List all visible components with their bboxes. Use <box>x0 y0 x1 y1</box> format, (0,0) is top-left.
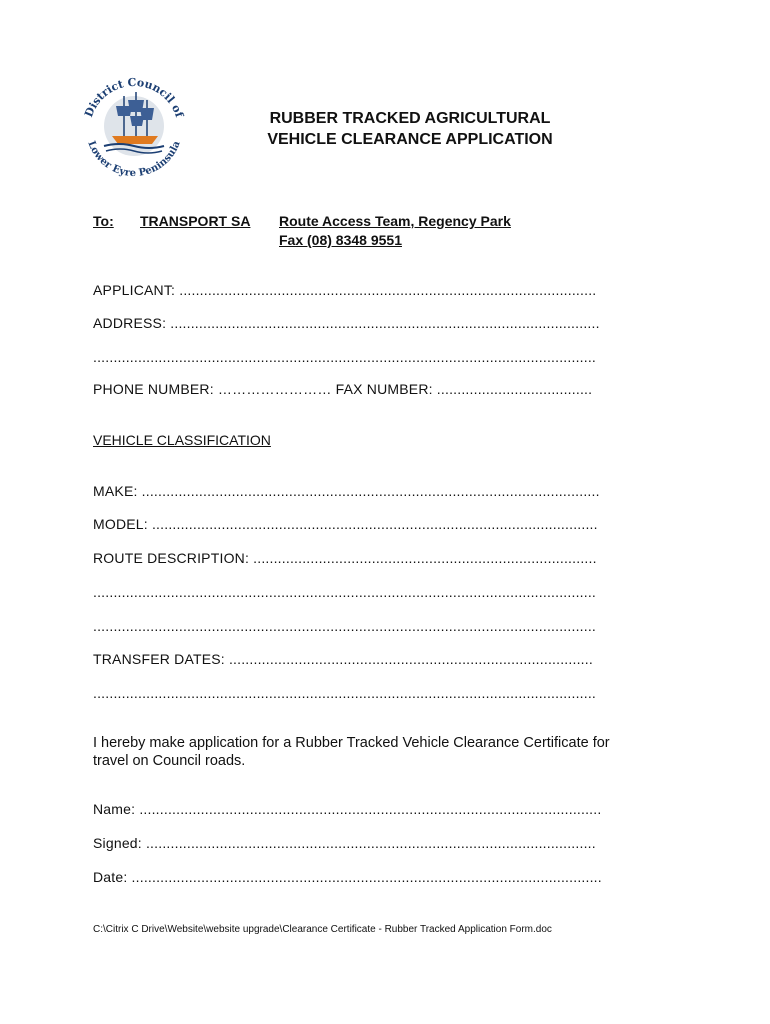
transfer-dates-continuation-field[interactable]: ........................................................................................................................... <box>93 685 597 701</box>
phone-fax-field[interactable]: PHONE NUMBER: …………………… FAX NUMBER: ...................................... <box>93 381 593 397</box>
vehicle-classification-heading: VEHICLE CLASSIFICATION <box>93 432 271 448</box>
route-description-field[interactable]: ROUTE DESCRIPTION: .................................................................................... <box>93 550 597 566</box>
declaration-line-2: travel on Council roads. <box>93 753 246 769</box>
transfer-dates-field[interactable]: TRANSFER DATES: ......................................................................................... <box>93 651 593 667</box>
logo-text-bottom: Lower Eyre Peninsula <box>85 139 183 180</box>
address-field[interactable]: ADDRESS: ......................................................................................................... <box>93 315 600 331</box>
recipient-team: Route Access Team, Regency Park <box>279 213 511 229</box>
recipient-fax: Fax (08) 8348 9551 <box>279 232 402 248</box>
form-title <box>200 108 620 150</box>
declaration-line-1: I hereby make application for a Rubber Tracked Vehicle Clearance Certificate for <box>93 735 610 751</box>
make-field[interactable]: MAKE: ................................................................................................................ <box>93 483 600 499</box>
file-path-footer: C:\Citrix C Drive\Website\website upgrade\Clearance Certificate - Rubber Tracked Application Form.doc <box>93 924 552 935</box>
signed-field[interactable]: Signed: .............................................................................................................. <box>93 835 596 851</box>
to-label: To: <box>93 213 114 229</box>
name-field[interactable]: Name: ................................................................................................................. <box>93 801 602 817</box>
council-logo <box>74 70 194 180</box>
declaration-text <box>93 734 663 770</box>
address-continuation-field[interactable]: ........................................................................................................................... <box>93 349 597 365</box>
route-continuation-field-2[interactable]: ........................................................................................................................... <box>93 618 597 634</box>
applicant-field[interactable]: APPLICANT: ...................................................................................................... <box>93 282 597 298</box>
title-line-1: RUBBER TRACKED AGRICULTURAL <box>269 110 551 127</box>
recipient-org: TRANSPORT SA <box>140 213 251 229</box>
logo-text-top: District Council of <box>82 75 186 120</box>
route-continuation-field-1[interactable]: ........................................................................................................................... <box>93 584 597 600</box>
date-field[interactable]: Date: ................................................................................................................... <box>93 869 602 885</box>
title-line-2: VEHICLE CLEARANCE APPLICATION <box>267 131 553 148</box>
model-field[interactable]: MODEL: ............................................................................................................. <box>93 516 598 532</box>
